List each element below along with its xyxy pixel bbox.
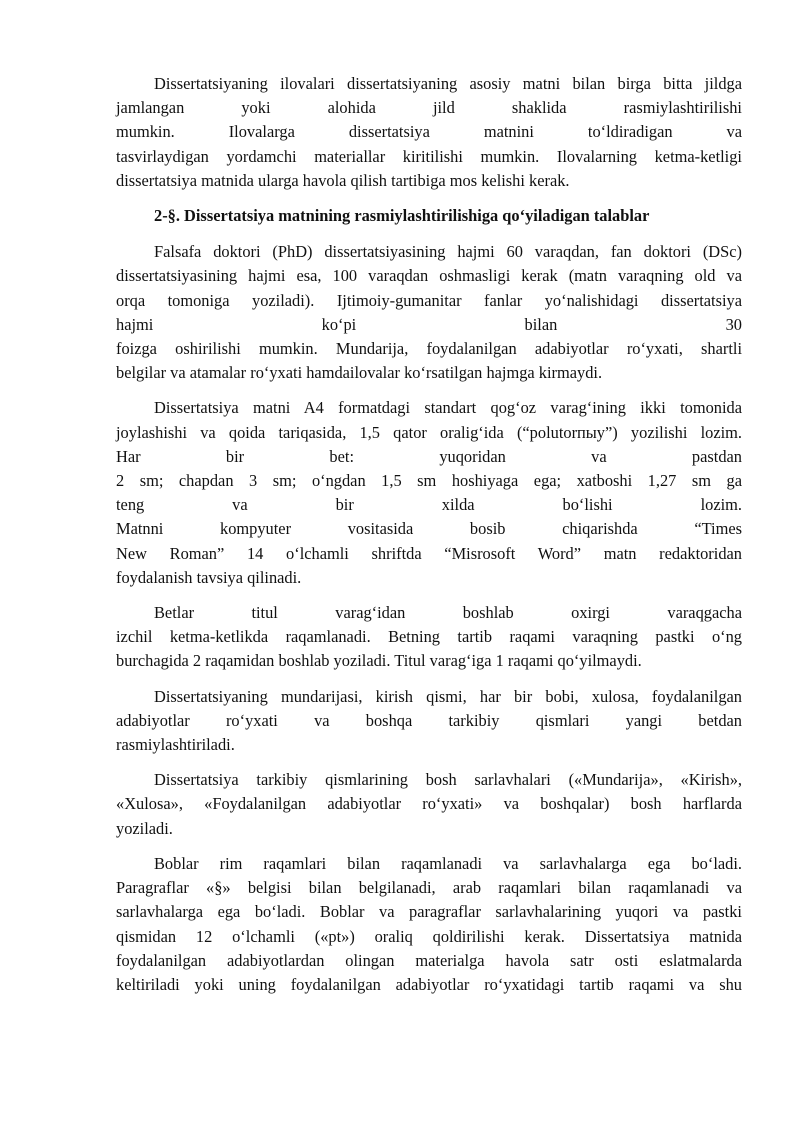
- paragraph-chapters: [116, 852, 742, 997]
- text-line: yoziladi.: [116, 818, 173, 838]
- text-line: belgilar va atamalar ro‘yxati hamdailovalar ko‘rsatilgan hajmga kirmaydi.: [116, 363, 603, 383]
- text-line: jamlangan yoki alohida jild shaklida rasmiylashtirilishi: [116, 98, 742, 118]
- text-line: Dissertatsiyaning ilovalari dissertatsiyaning asosiy matni bilan birga bitta jildga: [154, 74, 742, 93]
- text-line: New Roman” 14 o‘lchamli shriftda “Misrosoft Word” matn redaktoridan: [116, 543, 742, 563]
- text-line: keltiriladi yoki uning foydalanilgan adabiyotlar ro‘yxatidagi tartib raqami va shu: [116, 974, 742, 994]
- paragraph-main-headings: [116, 768, 742, 841]
- text-line: mumkin. Ilovalarga dissertatsiya matnini to‘ldiradigan va: [116, 122, 742, 142]
- text-line: Dissertatsiya matni A4 formatdagi standart qog‘oz varag‘ining ikki tomonida: [154, 398, 742, 418]
- text-line: Dissertatsiyaning mundarijasi, kirish qismi, har bir bobi, xulosa, foydalanilgan: [154, 686, 742, 706]
- text-line: teng va bir xilda bo‘lishi lozim.: [116, 495, 742, 515]
- text-line: izchil ketma-ketlikda raqamlanadi. Betning tartib raqami varaqning pastki o‘ng: [116, 627, 742, 647]
- text-line: sarlavhalarga ega bo‘ladi. Boblar va paragraflar sarlavhalarining yuqori va pastki: [116, 902, 742, 922]
- text-line: Paragraflar «§» belgisi bilan belgilanadi, arab raqamlari bilan raqamlanadi va: [116, 878, 742, 898]
- paragraph-format: [116, 396, 742, 590]
- text-line: foydalanilgan adabiyotlardan olingan materialga havola satr osti eslatmalarda: [116, 950, 742, 970]
- text-line: dissertatsiyasining hajmi esa, 100 varaqdan oshmasligi kerak (matn varaqning old va: [116, 266, 742, 286]
- text-line: Har bir bet: yuqoridan va pastdan: [116, 446, 742, 466]
- text-line: hajmi ko‘pi bilan 30: [116, 314, 742, 334]
- paragraph-volume: [116, 240, 742, 385]
- text-line: burchagida 2 raqamidan boshlab yoziladi. Titul varag‘iga 1 raqami qo‘yilmaydi.: [116, 651, 642, 671]
- text-line: foizga oshirilishi mumkin. Mundarija, foydalanilgan adabiyotlar ro‘yxati, shartli: [116, 339, 742, 359]
- text-line: dissertatsiya matnida ularga havola qilish tartibiga mos kelishi kerak.: [116, 170, 570, 190]
- text-line: tasvirlaydigan yordamchi materiallar kiritilishi mumkin. Ilovalarning ketma-ketligi: [116, 146, 742, 166]
- section-heading: 2-§. Dissertatsiya matnining rasmiylashtirilishiga qo‘yiladigan talablar: [154, 206, 650, 226]
- text-line: Falsafa doktori (PhD) dissertatsiyasining hajmi 60 varaqdan, fan doktori (DSc): [154, 242, 742, 262]
- paragraph-page-numbering: [116, 601, 742, 674]
- text-line: rasmiylashtiriladi.: [116, 735, 235, 755]
- text-line: orqa tomoniga yoziladi). Ijtimoiy-gumanitar fanlar yo‘nalishidagi dissertatsiya: [116, 290, 742, 310]
- paragraph-appendices: [116, 72, 742, 193]
- text-line: «Xulosa», «Foydalanilgan adabiyotlar ro‘yxati» va boshqalar) bosh harflarda: [116, 794, 742, 814]
- text-line: qismidan 12 o‘lchamli («pt») oraliq qoldirilishi kerak. Dissertatsiya matnida: [116, 926, 742, 946]
- text-line: 2 sm; chapdan 3 sm; o‘ngdan 1,5 sm hoshiyaga ega; xatboshi 1,27 sm ga: [116, 471, 742, 491]
- text-line: foydalanish tavsiya qilinadi.: [116, 567, 302, 587]
- document-page: [116, 72, 742, 1008]
- text-line: Betlar titul varag‘idan boshlab oxirgi varaqgacha: [154, 603, 742, 623]
- paragraph-new-page: [116, 685, 742, 758]
- text-line: adabiyotlar ro‘yxati va boshqa tarkibiy qismlari yangi betdan: [116, 710, 742, 730]
- text-line: Dissertatsiya tarkibiy qismlarining bosh sarlavhalari («Mundarija», «Kirish»,: [154, 770, 742, 790]
- text-line: joylashishi va qoida tariqasida, 1,5 qator oralig‘ida (“polutorпыy”) yozilishi lozim.: [116, 422, 742, 442]
- text-line: Boblar rim raqamlari bilan raqamlanadi va sarlavhalarga ega bo‘ladi.: [154, 853, 742, 873]
- text-line: Matnni kompyuter vositasida bosib chiqarishda “Times: [116, 519, 742, 539]
